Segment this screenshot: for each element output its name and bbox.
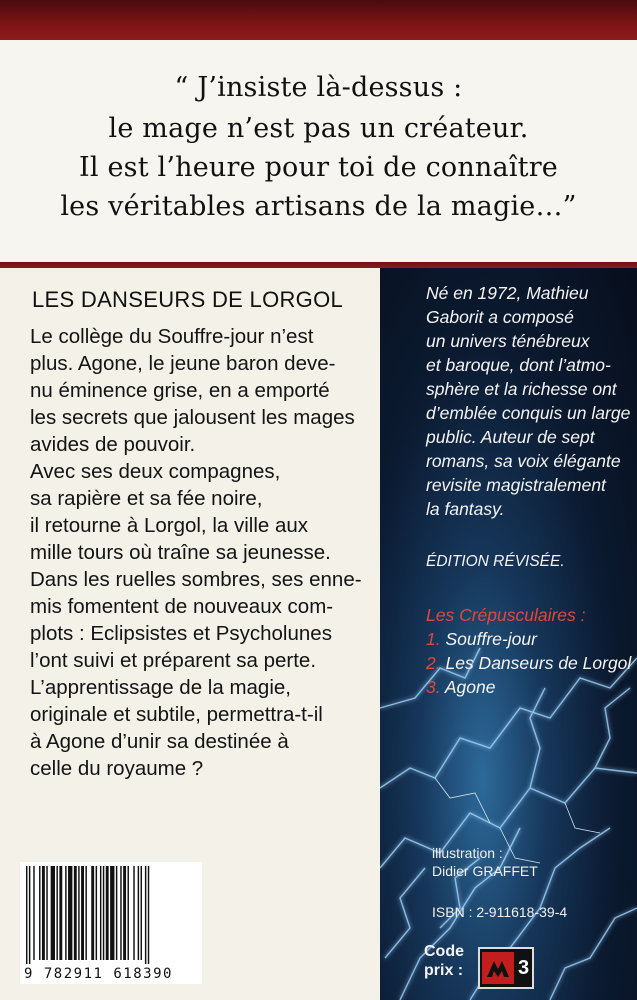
- blurb-line: Dans les ruelles sombres, ses enne-: [30, 568, 362, 591]
- barcode-bar: [120, 866, 121, 960]
- barcode-bar: [65, 866, 66, 960]
- edition-note: ÉDITION RÉVISÉE.: [426, 553, 565, 570]
- author-bio-line: revisite magistralement: [426, 475, 606, 495]
- barcode-bar: [123, 866, 126, 960]
- blurb-line: l’ont suivi et préparent sa perte.: [30, 649, 317, 672]
- series-item-3: 3. Agone: [426, 677, 496, 697]
- book-title: LES DANSEURS DE LORGOL: [32, 287, 344, 312]
- barcode-bars: [20, 862, 202, 964]
- blurb-line: Le collège du Souffre-jour n’est: [30, 325, 314, 348]
- barcode-bar: [91, 866, 94, 960]
- barcode-bar: [46, 866, 47, 960]
- barcode-bar: [78, 866, 79, 960]
- author-bio-line: romans, sa voix élégante: [426, 451, 621, 471]
- series-title: Les Crépusculaires :: [426, 605, 586, 625]
- isbn-number: ISBN : 2-911618-39-4: [432, 904, 568, 920]
- price-code-badge: [478, 947, 534, 989]
- illustrator-name: Didier GRAFFET: [432, 863, 538, 879]
- author-bio-line: Né en 1972, Mathieu: [426, 283, 589, 303]
- blurb-line: sa rapière et sa fée noire,: [30, 487, 263, 510]
- barcode-bar: [56, 866, 57, 960]
- blurb-line: il retourne à Lorgol, la ville aux: [30, 514, 309, 537]
- barcode-bar: [100, 866, 101, 960]
- barcode-bar: [133, 866, 134, 960]
- author-bio-line: un univers ténébreux: [426, 331, 590, 351]
- barcode-bar: [42, 866, 45, 960]
- blurb-line: mille tours où traîne sa jeunesse.: [30, 541, 331, 564]
- top-color-band: [0, 0, 637, 40]
- blurb-line: L’apprentissage de la magie,: [30, 676, 291, 699]
- quote-line-4: les véritables artisans de la magie…”: [60, 191, 577, 222]
- quote-line-3: Il est l’heure pour toi de connaître: [78, 152, 558, 183]
- illustration-label: illustration :: [432, 845, 503, 861]
- barcode-bar: [103, 866, 104, 960]
- barcode-bar: [51, 866, 55, 960]
- barcode-bar: [59, 866, 62, 960]
- barcode-digits: 9 782911 618390: [24, 966, 173, 982]
- quote-line-2: le mage n’est pas un créateur.: [108, 113, 529, 144]
- series-item-1: 1. Souffre-jour: [426, 629, 537, 649]
- blurb-line: plots : Eclipsistes et Psycholunes: [30, 622, 332, 645]
- barcode-bar: [110, 866, 114, 960]
- barcode-bar: [141, 866, 142, 960]
- series-item-2: 2. Les Danseurs de Lorgol: [426, 653, 632, 673]
- barcode-bar: [39, 866, 40, 960]
- blurb-line: nu éminence grise, en a emporté: [30, 379, 330, 402]
- publisher-logo-icon: [482, 952, 514, 984]
- barcode-bar: [145, 866, 146, 964]
- barcode-bar: [68, 866, 72, 960]
- author-bio-line: la fantasy.: [426, 499, 505, 519]
- barcode-bar: [138, 866, 139, 960]
- barcode-bar: [128, 866, 129, 960]
- blurb-line: mis fomentent de nouveaux com-: [30, 595, 334, 618]
- blurb-line: à Agone d’unir sa destinée à: [30, 730, 289, 753]
- barcode-bar: [81, 866, 84, 960]
- barcode-bar: [96, 866, 97, 960]
- blurb-line: plus. Agone, le jeune baron deve-: [30, 352, 336, 375]
- barcode-bar: [74, 866, 77, 960]
- blurb-line: originale et subtile, permettra-t-il: [30, 703, 323, 726]
- author-bio-line: Gaborit a composé: [426, 307, 574, 327]
- barcode-bar: [106, 866, 109, 960]
- barcode-bar: [29, 866, 30, 964]
- author-bio-line: d’emblée conquis un large: [426, 403, 631, 423]
- blurb-line: avides de pouvoir.: [30, 433, 196, 456]
- quote-line-1: “ J’insiste là-dessus :: [174, 72, 463, 103]
- price-code-value: 3: [518, 956, 530, 979]
- blurb-line: Avec ses deux compagnes,: [30, 460, 281, 483]
- blurb-line: les secrets que jalousent les mages: [30, 406, 355, 429]
- author-bio-line: public. Auteur de sept: [426, 427, 595, 447]
- barcode-bar: [26, 866, 27, 964]
- barcode-bar: [116, 866, 117, 960]
- prix-label: prix :: [424, 962, 464, 979]
- barcode-bar: [148, 866, 149, 964]
- code-label: Code: [424, 943, 464, 960]
- author-bio-line: et baroque, dont l’atmo-: [426, 355, 611, 375]
- blurb-line: celle du royaume ?: [30, 757, 204, 780]
- barcode-bar: [85, 866, 86, 960]
- author-bio-line: sphère et la richesse ont: [426, 379, 617, 399]
- barcode-bar: [33, 866, 34, 960]
